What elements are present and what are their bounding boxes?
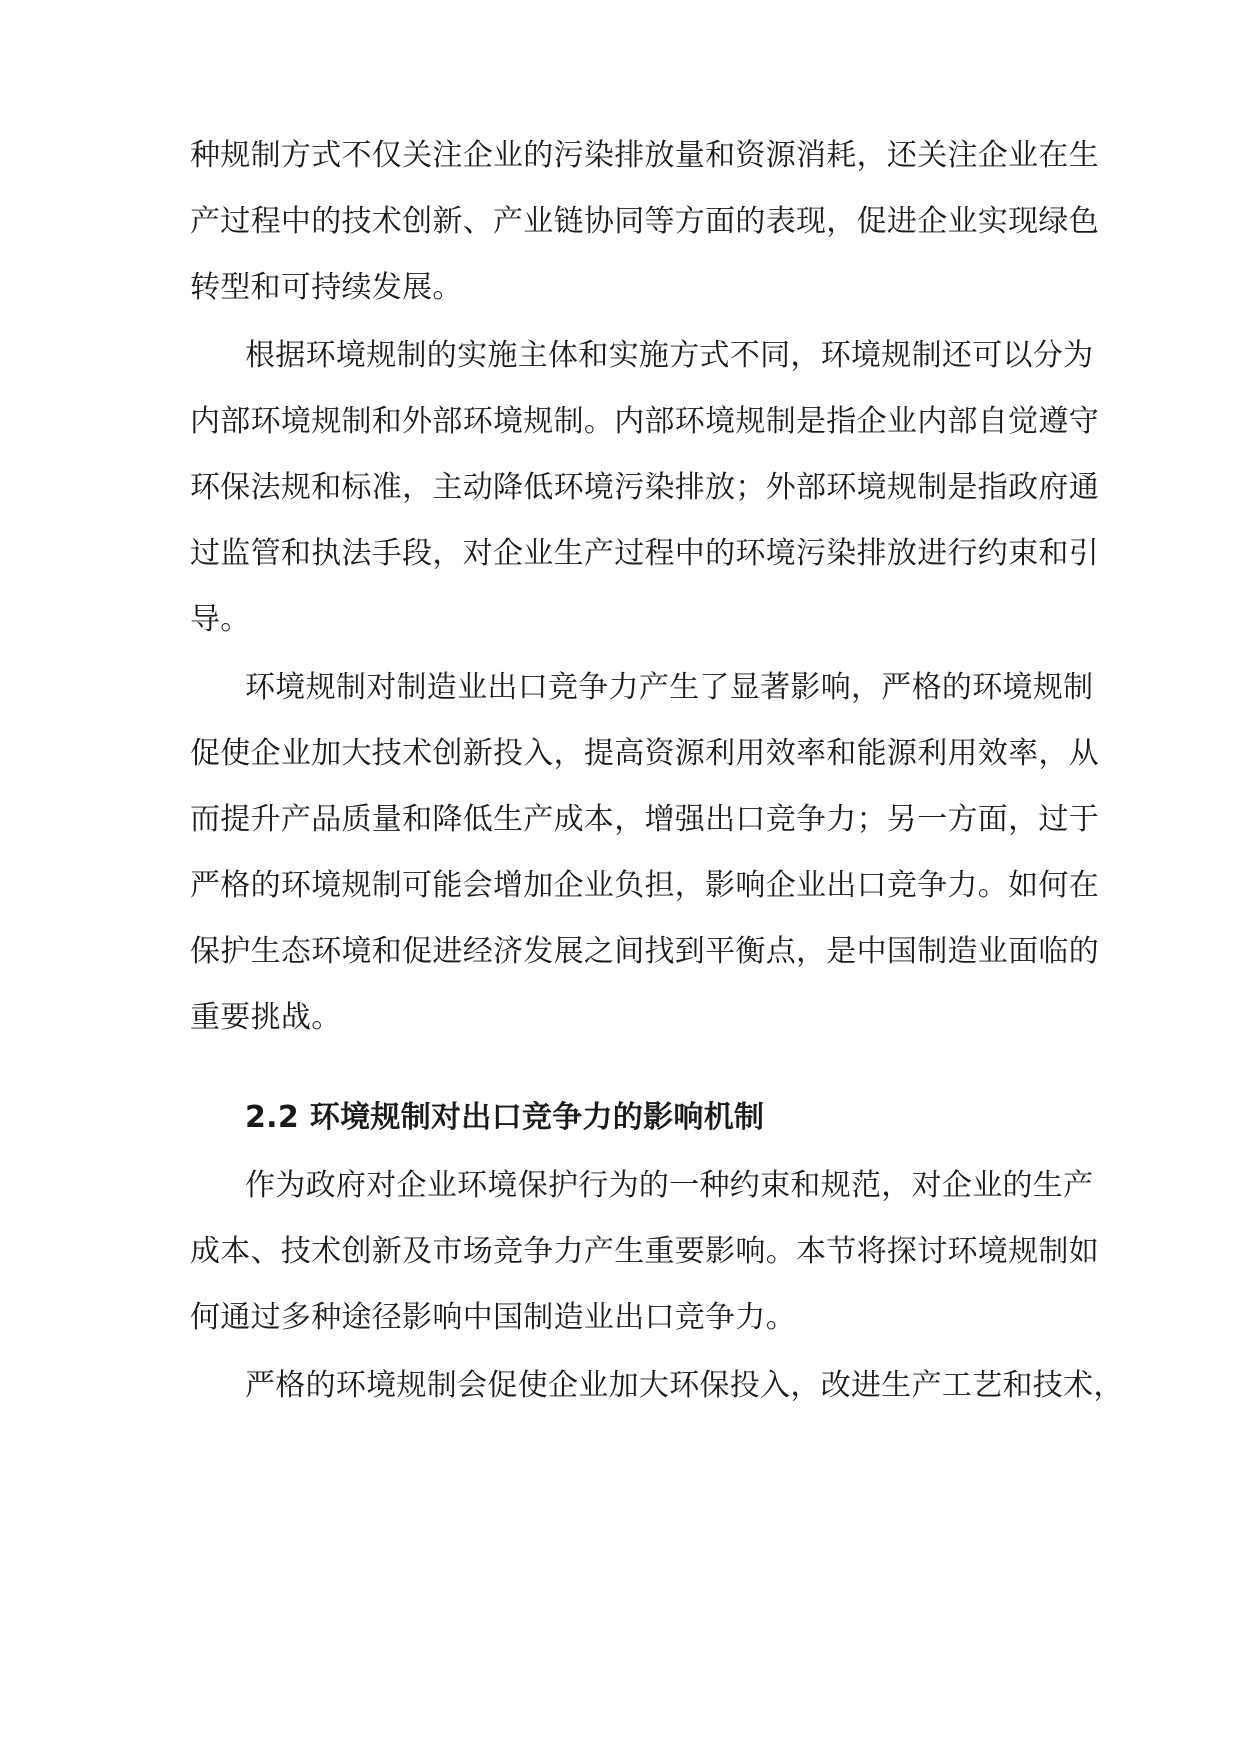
paragraph-line: 环保法规和标准，主动降低环境污染排放；外部环境规制是指政府通 <box>190 470 1099 505</box>
paragraph-line: 严格的环境规制会促使企业加大环保投入，改进生产工艺和技术， <box>245 1368 1124 1403</box>
paragraph-line: 而提升产品质量和降低生产成本，增强出口竞争力；另一方面，过于 <box>190 802 1099 837</box>
paragraph-line: 根据环境规制的实施主体和实施方式不同，环境规制还可以分为 <box>245 338 1094 373</box>
paragraph-line: 转型和可持续发展。 <box>190 270 463 305</box>
paragraph-line: 导。 <box>190 602 251 637</box>
paragraph-line: 保护生态环境和促进经济发展之间找到平衡点，是中国制造业面临的 <box>190 934 1099 969</box>
paragraph-line: 种规制方式不仅关注企业的污染排放量和资源消耗，还关注企业在生 <box>190 138 1099 173</box>
paragraph-line: 作为政府对企业环境保护行为的一种约束和规范，对企业的生产 <box>245 1168 1094 1203</box>
paragraph-line: 促使企业加大技术创新投入，提高资源利用效率和能源利用效率，从 <box>190 736 1099 771</box>
paragraph-line: 环境规制对制造业出口竞争力产生了显著影响，严格的环境规制 <box>245 670 1094 705</box>
section-heading: 2.2 环境规制对出口竞争力的影响机制 <box>245 1100 765 1135</box>
paragraph-line: 成本、技术创新及市场竞争力产生重要影响。本节将探讨环境规制如 <box>190 1234 1099 1269</box>
paragraph-line: 何通过多种途径影响中国制造业出口竞争力。 <box>190 1300 796 1335</box>
paragraph-line: 产过程中的技术创新、产业链协同等方面的表现，促进企业实现绿色 <box>190 204 1099 239</box>
paragraph-line: 内部环境规制和外部环境规制。内部环境规制是指企业内部自觉遵守 <box>190 404 1099 439</box>
paragraph-line: 重要挑战。 <box>190 1000 342 1035</box>
paragraph-line: 严格的环境规制可能会增加企业负担，影响企业出口竞争力。如何在 <box>190 868 1099 903</box>
paragraph-line: 过监管和执法手段，对企业生产过程中的环境污染排放进行约束和引 <box>190 536 1099 571</box>
